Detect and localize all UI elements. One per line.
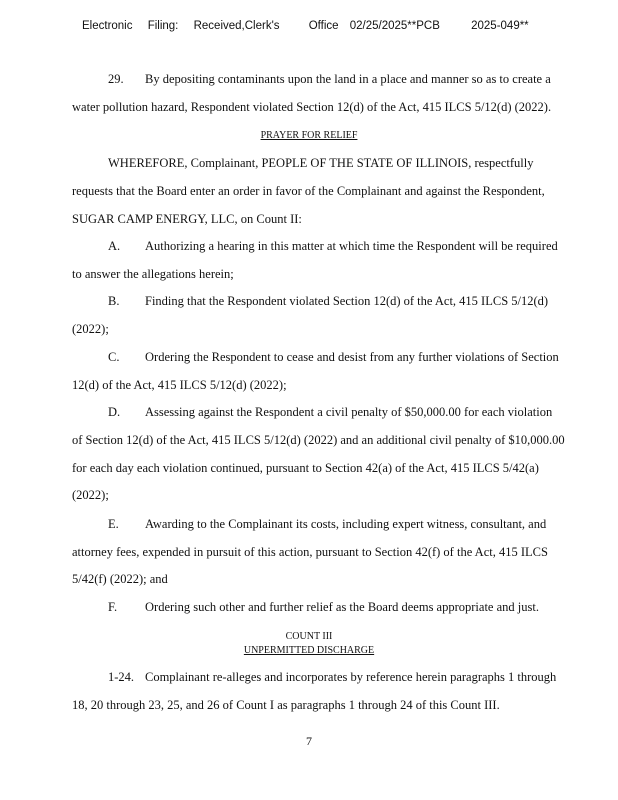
item-b-text1: Finding that the Respondent violated Section 12(d) of the Act, 415 ILCS 5/12(d) — [145, 294, 549, 308]
item-c-line2: 12(d) of the Act, 415 ILCS 5/12(d) (2022); — [72, 378, 287, 392]
item-a-line2: to answer the allegations herein; — [72, 267, 234, 281]
para-1-24-text1: Complainant re-alleges and incorporates by reference herein paragraphs 1 through — [145, 670, 557, 684]
item-d-line3: for each day each violation continued, pursuant to Section 42(a) of the Act, 415 ILCS 5/42(a) — [72, 461, 539, 475]
item-f-line1 — [108, 599, 539, 615]
para-29-line2: water pollution hazard, Respondent violated Section 12(d) of the Act, 415 ILCS 5/12(d) (2022). — [72, 100, 552, 114]
wherefore-line1: WHEREFORE, Complainant, PEOPLE OF THE STATE OF ILLINOIS, respectfully — [108, 156, 534, 170]
item-d-line1 — [108, 404, 552, 420]
header-office: Office — [308, 20, 339, 32]
item-c-line1 — [108, 349, 559, 365]
wherefore-line3: SUGAR CAMP ENERGY, LLC, on Count II: — [72, 212, 302, 226]
header-date: 02/25/2025**PCB — [349, 20, 440, 32]
item-d-text1: Assessing against the Respondent a civil penalty of $50,000.00 for each violation — [145, 405, 553, 419]
filing-header — [82, 20, 541, 32]
item-a-line1 — [108, 238, 558, 254]
item-b-letter: B. — [108, 294, 120, 308]
item-a-text1: Authorizing a hearing in this matter at which time the Respondent will be required — [145, 239, 558, 253]
item-b-line1 — [108, 293, 548, 309]
para-29-text1: By depositing contaminants upon the land in a place and manner so as to create a — [145, 72, 551, 86]
count-iii-title: COUNT III — [285, 631, 333, 642]
para-29-number: 29. — [108, 72, 124, 86]
item-d-letter: D. — [108, 405, 121, 419]
prayer-for-relief-heading: PRAYER FOR RELIEF — [260, 130, 358, 141]
wherefore-line2: requests that the Board enter an order in favor of the Complainant and against the Respondent, — [72, 184, 545, 198]
item-d-line2: of Section 12(d) of the Act, 415 ILCS 5/12(d) (2022) and an additional civil penalty of $10,000.00 — [72, 433, 565, 447]
item-c-text1: Ordering the Respondent to cease and desist from any further violations of Section — [145, 350, 559, 364]
para-29-line1 — [108, 71, 551, 87]
header-case: 2025-049** — [471, 20, 529, 32]
item-b-line2: (2022); — [72, 322, 109, 336]
item-f-letter: F. — [108, 600, 118, 614]
header-received: Received,Clerk's — [193, 20, 280, 32]
item-e-line1 — [108, 516, 546, 532]
count-iii-subtitle: UNPERMITTED DISCHARGE — [243, 645, 375, 656]
item-a-letter: A. — [108, 239, 121, 253]
para-1-24-line2: 18, 20 through 23, 25, and 26 of Count I as paragraphs 1 through 24 of this Count III. — [72, 698, 500, 712]
header-electronic: Electronic — [82, 20, 133, 32]
header-filing: Filing: — [147, 20, 179, 32]
item-d-line4: (2022); — [72, 488, 109, 502]
page-number: 7 — [306, 734, 312, 748]
item-f-text1: Ordering such other and further relief as the Board deems appropriate and just. — [145, 600, 539, 614]
item-e-line2: attorney fees, expended in pursuit of this action, pursuant to Section 42(f) of the Act, 415 ILCS — [72, 545, 548, 559]
para-1-24-number: 1-24. — [108, 670, 135, 684]
item-c-letter: C. — [108, 350, 120, 364]
item-e-text1: Awarding to the Complainant its costs, including expert witness, consultant, and — [145, 517, 547, 531]
item-e-line3: 5/42(f) (2022); and — [72, 572, 168, 586]
para-1-24-line1 — [108, 669, 556, 685]
item-e-letter: E. — [108, 517, 119, 531]
